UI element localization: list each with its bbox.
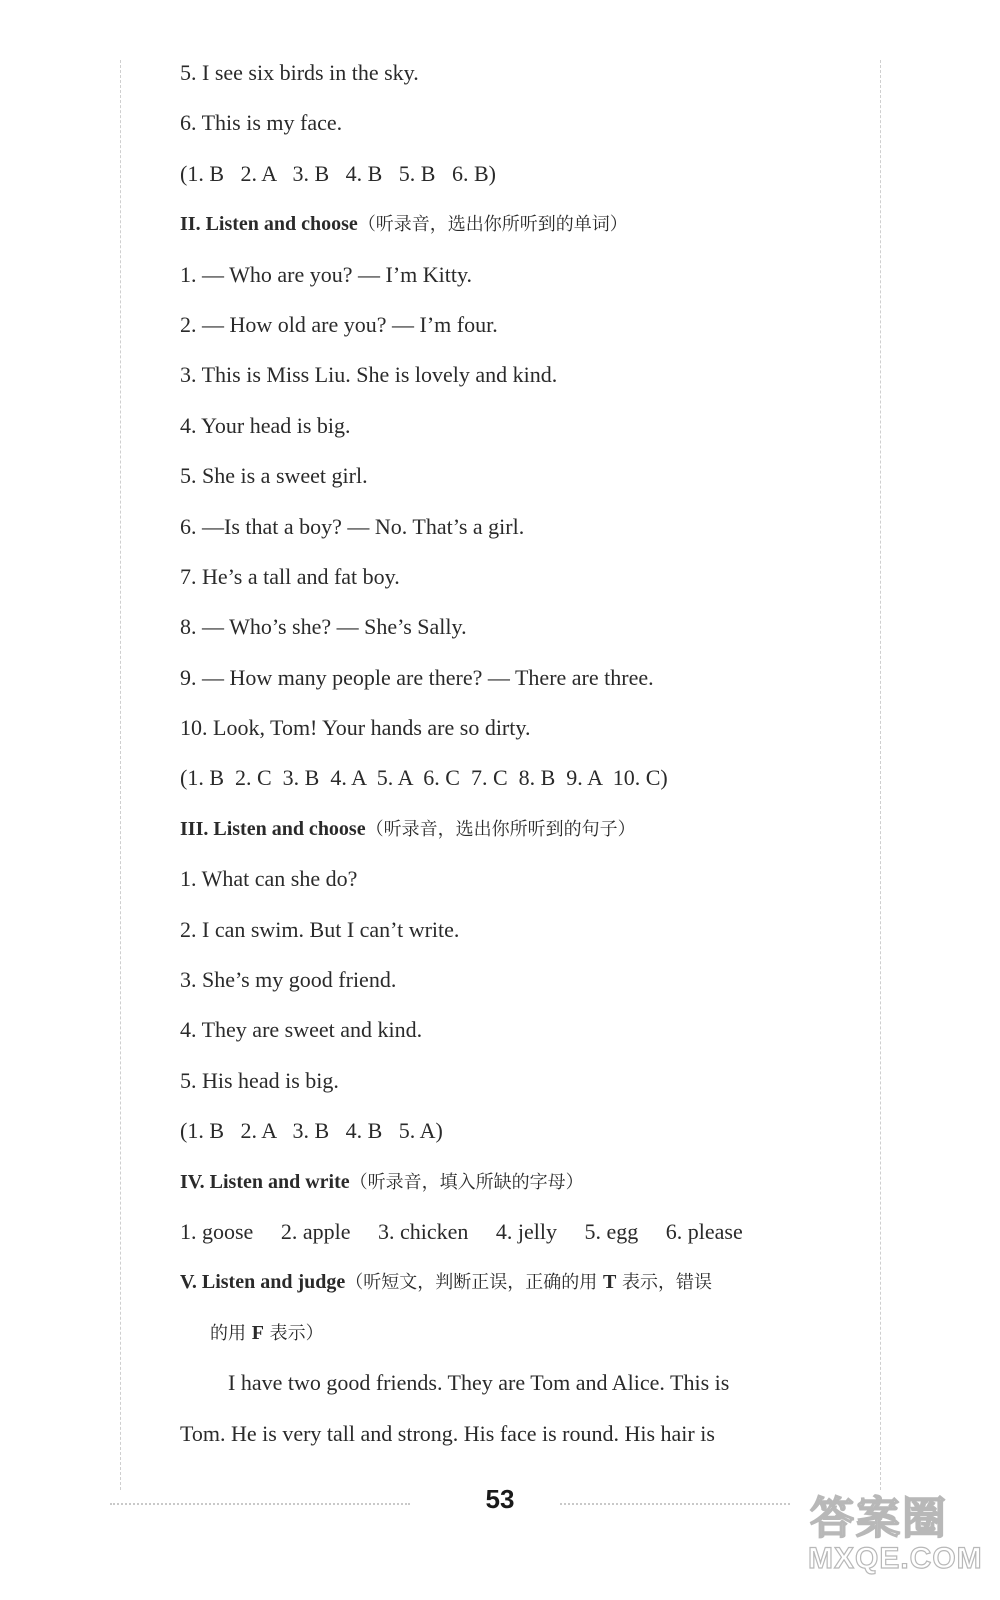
answer-word: 1. goose (180, 1218, 254, 1244)
line-2: 6. This is my face. (180, 110, 343, 136)
passage-line-1: I have two good friends. They are Tom and Alice. This is (228, 1370, 730, 1396)
line-13: 10. Look, Tom! Your hands are so dirty. (180, 715, 531, 741)
left-margin-rule (120, 60, 121, 1490)
line-16: 1. What can she do? (180, 866, 358, 892)
answer-word: 5. egg (584, 1218, 639, 1244)
line-18: 3. She’s my good friend. (180, 967, 397, 993)
section-title: V. Listen and judge (180, 1271, 346, 1294)
line-6: 3. This is Miss Liu. She is lovely and kind. (180, 362, 558, 388)
watermark-top-text: 答案圈 (810, 1493, 948, 1544)
page-content (180, 48, 880, 1459)
line-20: 5. His head is big. (180, 1067, 339, 1093)
answer-word-list (180, 1207, 880, 1257)
line-11: 8. — Who’s she? — She’s Sally. (180, 614, 467, 640)
answer-word: 3. chicken (377, 1218, 469, 1244)
line-7: 4. Your head is big. (180, 412, 351, 438)
line-8: 5. She is a sweet girl. (180, 463, 368, 489)
line-1: 5. I see six birds in the sky. (180, 60, 419, 85)
instruction-text: 的用 (210, 1322, 252, 1344)
false-letter: F (251, 1321, 264, 1344)
section-instruction: （听录音，填入所缺的字母） (349, 1171, 584, 1193)
section-instruction: （听录音，选出你所听到的单词） (357, 214, 628, 236)
passage-line-2: Tom. He is very tall and strong. His face is round. His hair is (180, 1420, 715, 1446)
section-instruction: （听录音，选出你所听到的句子） (365, 818, 636, 840)
section-heading-5 (180, 1257, 880, 1307)
true-letter: T (602, 1271, 617, 1294)
section-title: IV. Listen and write (180, 1170, 350, 1193)
line-4: 1. — Who are you? — I’m Kitty. (180, 261, 473, 287)
answer-key-2: (1. B 2. C 3. B 4. A 5. A 6. C 7. C 8. B 9. A 10. C) (180, 765, 668, 791)
answer-key-3: (1. B 2. A 3. B 4. B 5. A) (180, 1118, 443, 1144)
answer-word: 6. please (665, 1218, 743, 1244)
section-heading-2 (180, 199, 880, 249)
answer-word: 2. apple (280, 1218, 351, 1244)
line-9: 6. —Is that a boy? — No. That’s a girl. (180, 513, 525, 539)
watermark-logo (800, 1478, 983, 1588)
watermark-bottom-text: MXQE.COM (808, 1542, 983, 1575)
instruction-text: 表示） (263, 1322, 324, 1344)
section-title: III. Listen and choose (180, 817, 366, 840)
section-heading-4 (180, 1157, 880, 1207)
line-19: 4. They are sweet and kind. (180, 1017, 423, 1043)
answer-word: 4. jelly (495, 1218, 557, 1244)
section-title: II. Listen and choose (180, 213, 358, 236)
line-10: 7. He’s a tall and fat boy. (180, 563, 400, 589)
line-5: 2. — How old are you? — I’m four. (180, 311, 498, 337)
line-17: 2. I can swim. But I can’t write. (180, 916, 460, 942)
section-instruction: （听短文，判断正误，正确的用 (345, 1272, 603, 1294)
line-12: 9. — How many people are there? — There are three. (180, 664, 654, 690)
section-instruction-line-2 (180, 1308, 880, 1358)
answer-key-1: (1. B 2. A 3. B 4. B 5. B 6. B) (180, 160, 496, 186)
section-heading-3 (180, 804, 880, 854)
right-margin-rule (880, 60, 881, 1490)
section-instruction-cont: 表示，错误 (616, 1272, 713, 1294)
page-number: 53 (485, 1484, 515, 1514)
